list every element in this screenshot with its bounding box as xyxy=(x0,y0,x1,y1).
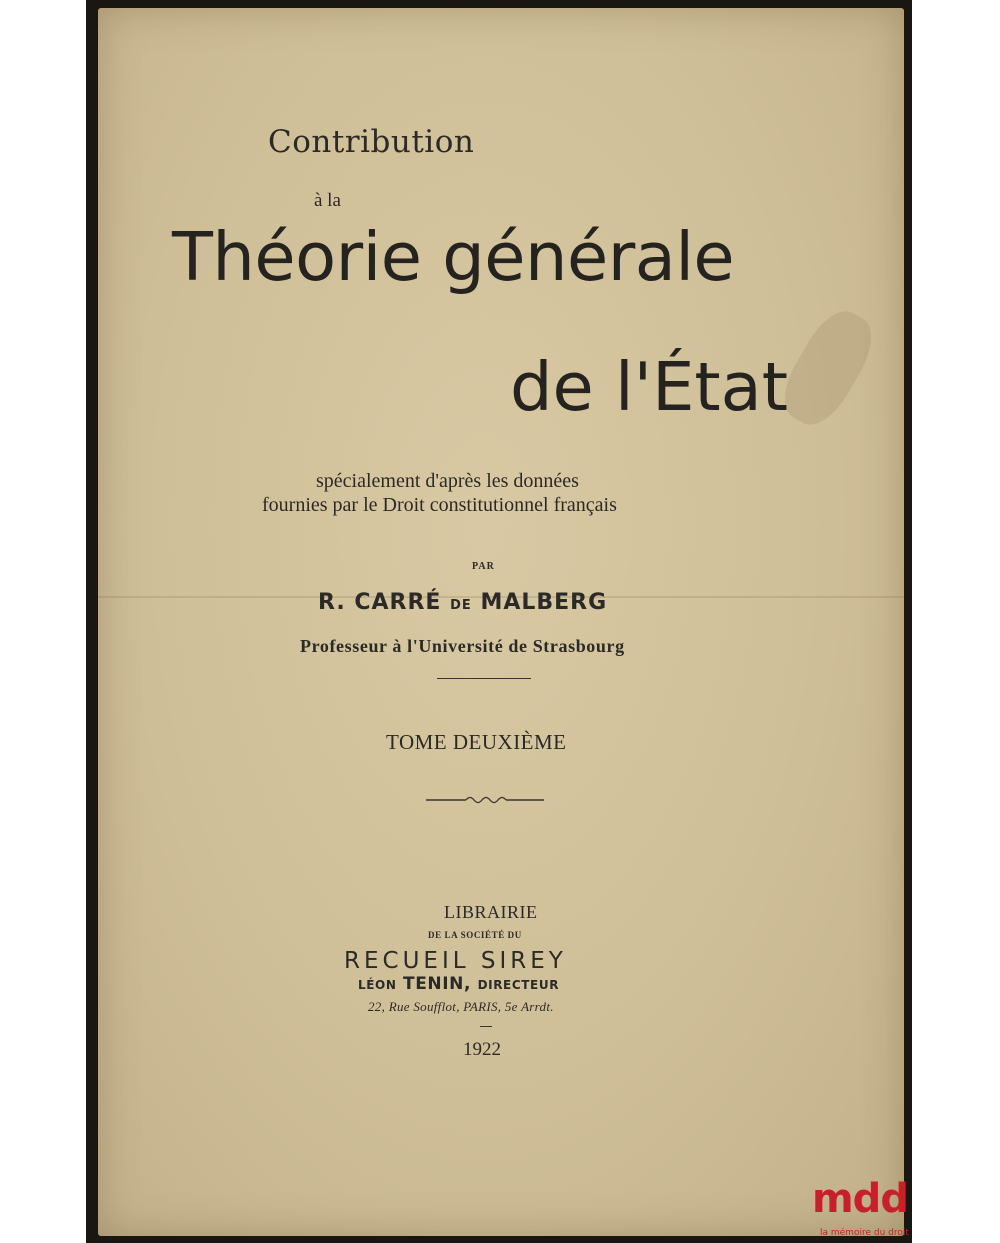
director-last-name: TENIN, xyxy=(396,974,478,994)
director-role: DIRECTEUR xyxy=(477,978,560,992)
author-name-particle: DE xyxy=(450,598,472,613)
cover-stain xyxy=(772,301,884,435)
subtitle-line-1: spécialement d'après les données xyxy=(316,470,579,492)
publisher-address: 22, Rue Soufflot, PARIS, 5e Arrdt. xyxy=(368,999,554,1014)
title-line-a-la: à la xyxy=(314,190,341,211)
publisher-line-2: DE LA SOCIÉTÉ DU xyxy=(428,930,522,940)
publication-year: 1922 xyxy=(463,1039,501,1060)
author-title: Professeur à l'Université de Strasbourg xyxy=(300,636,625,656)
author-name xyxy=(318,590,607,615)
mdd-logo: mdd xyxy=(812,1176,908,1222)
title-line-theorie-generale: Théorie générale xyxy=(172,218,735,296)
publisher-director xyxy=(358,974,559,994)
publisher-line-1: LIBRAIRIE xyxy=(444,902,538,922)
mdd-tagline: la mémoire du droit xyxy=(820,1228,909,1238)
publisher-name: RECUEIL SIREY xyxy=(344,948,567,974)
ornament-divider xyxy=(426,794,544,806)
par-label: PAR xyxy=(472,561,495,572)
author-name-first: R. CARRÉ xyxy=(318,590,451,615)
book-cover xyxy=(98,8,904,1236)
director-first-name: LÉON xyxy=(358,978,397,992)
author-name-last: MALBERG xyxy=(471,590,608,615)
small-rule xyxy=(480,1026,492,1027)
title-line-contribution: Contribution xyxy=(268,124,475,160)
divider-rule xyxy=(437,678,531,679)
title-line-de-l-etat: de l'État xyxy=(510,348,789,426)
subtitle-line-2: fournies par le Droit constitutionnel français xyxy=(262,494,617,516)
volume-label: TOME DEUXIÈME xyxy=(386,730,567,754)
